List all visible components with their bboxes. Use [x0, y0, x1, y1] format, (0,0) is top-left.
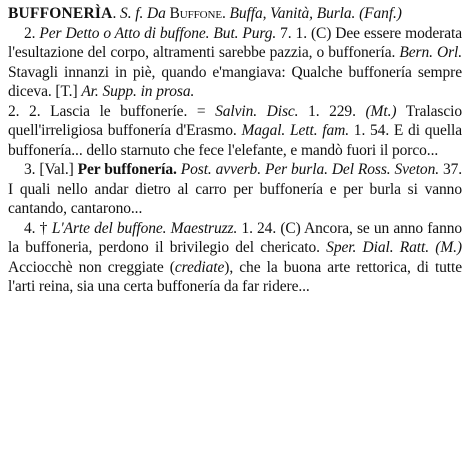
citation-ref: 7. 1.	[280, 24, 307, 42]
glosses: Buffa, Vanità, Burla.	[229, 5, 356, 22]
citation-ref: 37.	[442, 161, 463, 178]
phrase: Per buffonería.	[77, 161, 177, 178]
sense-2-2	[8, 102, 462, 161]
source-mark: (C)	[280, 219, 301, 237]
grammar-note: Post. avverb.	[180, 161, 261, 178]
entry-header: BUFFONERÌA. S. f. Da Buffone. Buffa, Vanità, Burla. (Fanf.)	[8, 5, 402, 22]
citation: Bern. Orl.	[399, 44, 462, 61]
citation-ref: 1. 24.	[241, 219, 277, 237]
sense-2	[8, 24, 462, 102]
dagger-mark: †	[39, 219, 48, 237]
quotation: I quali nello andar dietro al carro per buffonería e per burla si vanno cantando, cantarono...	[8, 180, 462, 217]
quotation: Ancora, se un anno fanno la buffoneria, perdono il brivilegio del chericato.	[8, 219, 463, 256]
quotation: Acciocchè non creggiate (	[8, 258, 175, 276]
sense-number: 2. 2.	[8, 102, 41, 120]
citation: Ar. Supp. in prosa.	[81, 83, 195, 100]
citation: Del Ross. Sveton.	[331, 161, 439, 178]
quotation: Dee essere moderata l'esultazione del corpo, altramenti sarebbe pazzia, o buffonería.	[8, 24, 462, 61]
quotation-gloss: crediate	[174, 258, 225, 276]
sense-3	[8, 160, 462, 219]
citation: Sper. Dial. Ratt.	[326, 239, 429, 256]
citation: Maestruzz.	[170, 219, 238, 237]
citation: But. Purg.	[213, 24, 277, 42]
citation: Salvin. Disc.	[215, 102, 299, 120]
sense-number: 4.	[24, 219, 36, 237]
sense-definition: Per burla.	[264, 161, 328, 178]
citation-ref: 1. 54.	[353, 122, 390, 139]
source-mark: (Mt.)	[365, 102, 397, 120]
headword: BUFFONERÌA	[8, 5, 113, 22]
source-mark: [T.]	[55, 83, 78, 100]
quotation: Stavagli innanzi in piè, quando e'mangiava: Qualche buffonería sempre diceva.	[8, 63, 462, 100]
source-mark: (C)	[310, 24, 332, 42]
sense-definition: L'Arte del buffone.	[51, 219, 167, 237]
source-mark: [Val.]	[39, 161, 74, 178]
source-ref: (Fanf.)	[359, 5, 402, 22]
etymology: Buffone	[169, 5, 222, 22]
citation-ref: 1. 229.	[308, 102, 356, 120]
sense-definition: Lascia le buffoneríe. =	[50, 102, 206, 120]
source-mark: (M.)	[435, 239, 462, 256]
quotation: ), che la buona arte rettorica, di tutte l'arti reina, sia una certa buffonería da far ridere...	[8, 258, 462, 295]
sense-definition: Per Detto o Atto di buffone.	[39, 24, 210, 42]
sense-number: 3.	[24, 161, 36, 178]
sense-number: 2.	[24, 24, 36, 42]
quotation: Tralascio quell'irreligiosa buffonería d'Erasmo.	[8, 102, 462, 139]
sense-4	[8, 219, 462, 297]
quotation: E di quella buffonería... dello starnuto che fece l'elefante, e mandò fuori il porco...	[8, 122, 462, 159]
citation: Magal. Lett. fam.	[241, 122, 349, 139]
grammar-note: S. f. Da	[120, 5, 166, 22]
